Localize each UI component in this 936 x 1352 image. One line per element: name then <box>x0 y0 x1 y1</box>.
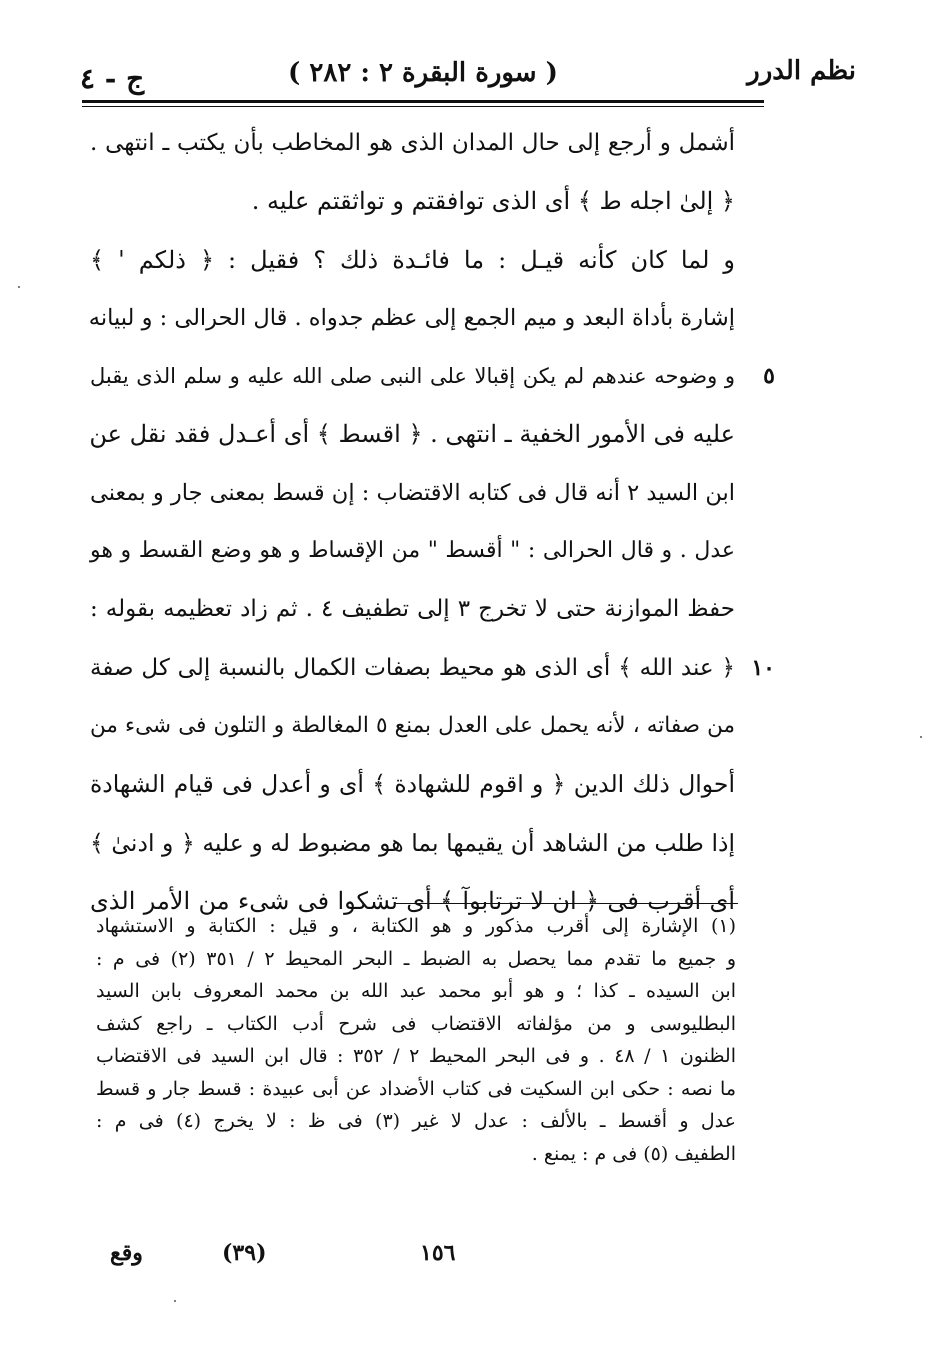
footnote-line: الظنون ١ / ٤٨ . و فى البحر المحيط ٢ / ٣٥٢ : قال ابن السيد فى الاقتضاب <box>96 1045 736 1067</box>
text-line <box>90 580 735 638</box>
text-line <box>90 114 735 172</box>
surah-reference: ( سورة البقرة ٢ : ٢٨٢ ) <box>288 58 558 88</box>
footnote-line: (١) الإشارة إلى أقرب مذكور و هو الكتابة ، و قيل : الكتابة و الاستشهاد <box>96 915 736 937</box>
scan-speck <box>18 286 20 288</box>
text-line <box>90 755 735 813</box>
text-line-content: ﴿ عند الله ﴾ أى الذى هو محيط بصفات الكمال بالنسبة إلى كل صفة <box>90 654 735 681</box>
text-line-content: عدل . و قال الحرالى : " أقسط " من الإقساط و هو وضع القسط و هو <box>90 538 735 564</box>
text-line-content: إشارة بأداة البعد و ميم الجمع إلى عظم جدواه . قال الحرالى : و لبيانه <box>88 304 735 331</box>
footnote-line: عدل و أقسط ـ بالألف : عدل لا غير (٣) فى ظ : لا يخرج (٤) فى م : <box>96 1110 736 1132</box>
signature-mark: وقع <box>110 1240 143 1266</box>
text-line-content: ﴿ إلىٰ اجله ط ﴾ أى الذى توافقتم و تواثقتم عليه . <box>251 187 735 216</box>
footnote-line: الطفيف (٥) فى م : يمنع . <box>531 1142 736 1165</box>
footnote-rule <box>394 903 738 904</box>
text-line-content: أحوال ذلك الدين ﴿ و اقوم للشهادة ﴾ أى و أعدل فى قيام الشهادة <box>90 770 735 799</box>
text-line <box>90 405 735 463</box>
footnote-line: ابن السيده ـ كذا ؛ و هو أبو محمد عبد الله بن محمد المعروف بابن السيد <box>96 980 736 1002</box>
volume-label: ج - ٤ <box>80 62 145 95</box>
scan-speck <box>174 1300 176 1302</box>
text-line <box>90 697 735 755</box>
text-line <box>90 522 735 580</box>
text-line <box>90 172 735 230</box>
main-text <box>88 114 775 930</box>
scan-speck <box>920 736 922 738</box>
text-line-content: و وضوحه عندهم لم يكن إقبالا على النبى صلى الله عليه و سلم الذى يقبل <box>90 364 735 389</box>
book-title: نظم الدرر <box>747 56 856 86</box>
header-rule-thin <box>82 106 764 107</box>
text-line <box>90 347 775 405</box>
text-line-content: إذا طلب من الشاهد أن يقيمها بما هو مضبوط له و عليه ﴿ و ادنىٰ ﴾ <box>90 828 735 857</box>
footnote-line: و جميع ما تقدم مما يحصل به الضبط ـ البحر المحيط ٢ / ٣٥١ (٢) فى م : <box>96 947 736 970</box>
text-line-content: حفظ الموازنة حتى لا تخرج ٣ إلى تطفيف ٤ . ثم زاد تعظيمه بقوله : <box>90 596 735 623</box>
text-line-content: و لما كان كأنه قيـل : ما فائـدة ذلك ؟ فقيل : ﴿ ذلكم ' ﴾ <box>90 245 735 274</box>
footnote-line: البطليوسى و من مؤلفاته الاقتضاب فى شرح أدب الكتاب ـ راجع كشف <box>96 1012 736 1035</box>
header-rule-thick <box>82 100 764 103</box>
line-number: ٥ <box>763 363 775 390</box>
text-line <box>90 814 735 872</box>
text-line-content: من صفاته ، لأنه يحمل على العدل بمنع ٥ المغالطة و التلون فى شىء من <box>90 712 735 738</box>
text-line <box>90 464 735 522</box>
page-number: ١٥٦ <box>420 1240 456 1266</box>
text-line <box>90 231 735 289</box>
footnotes <box>96 910 736 1170</box>
footnote-line: ما نصه : حكى ابن السكيت فى كتاب الأضداد عن أبى عبيدة : قسط جار و قسط <box>96 1077 736 1100</box>
gathering-number: (٣٩) <box>222 1240 267 1266</box>
text-line <box>90 639 775 697</box>
line-number: ١٠ <box>751 654 775 681</box>
text-line-content: أشمل و أرجع إلى حال المدان الذى هو المخاطب بأن يكتب ـ انتهى . <box>90 130 735 156</box>
text-line <box>90 289 735 347</box>
text-line-content: عليه فى الأمور الخفية ـ انتهى . ﴿ اقسط ﴾ أى أعـدل فقد نقل عن <box>89 420 735 449</box>
text-line-content: أى أقرب فى ﴿ ان لا ترتابوآ ﴾ أى تشكوا فى شىء من الأمر الذى <box>90 886 735 915</box>
text-line-content: ابن السيد ٢ أنه قال فى كتابه الاقتضاب : إن قسط بمعنى جار و بمعنى <box>90 479 735 506</box>
running-header <box>80 52 856 100</box>
